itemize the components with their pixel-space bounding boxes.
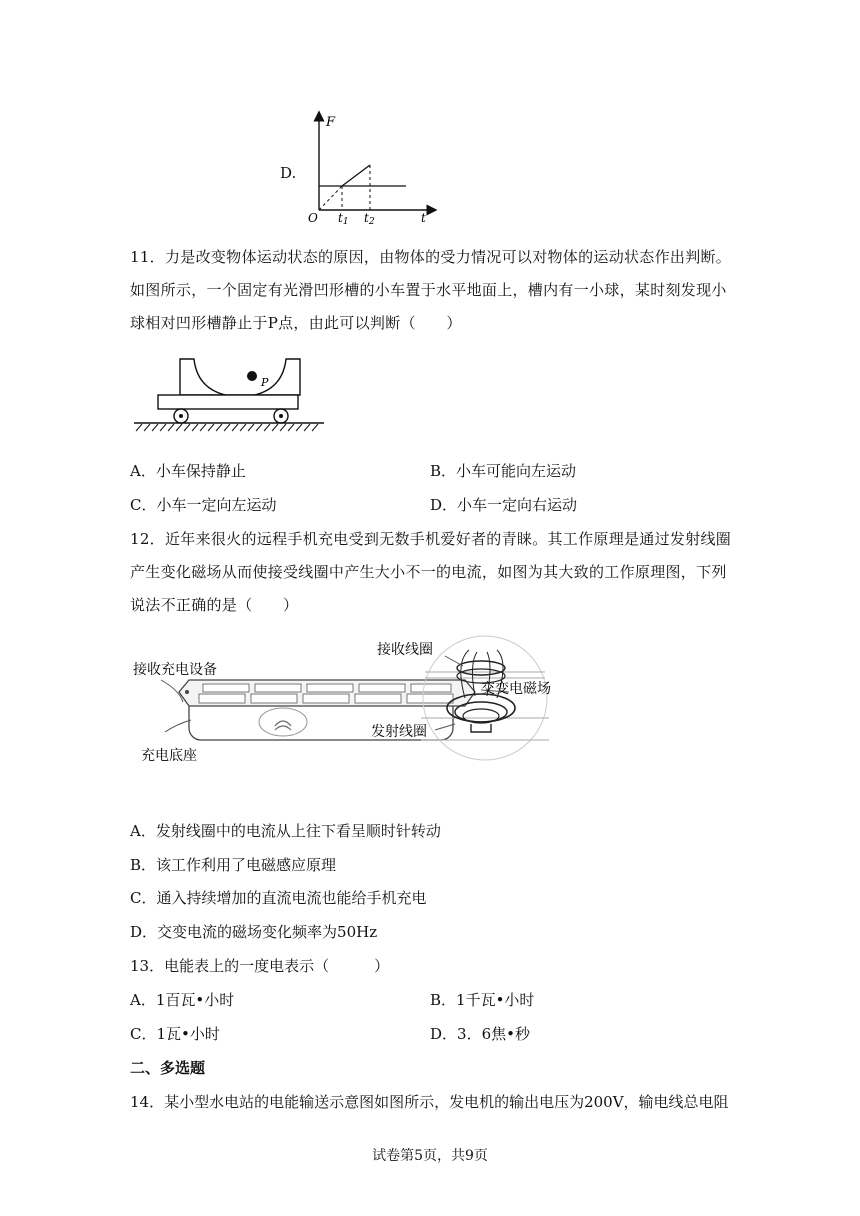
origin-label: O — [308, 211, 318, 225]
receive-coil — [457, 661, 505, 675]
ball — [247, 371, 257, 381]
wireless-charging-figure — [125, 632, 735, 782]
section-heading: 二、多选题 — [130, 1059, 206, 1077]
question-13-text: 13．电能表上的一度电表示（ ） — [130, 957, 390, 975]
q12-option-b: B．该工作利用了电磁感应原理 — [130, 856, 337, 874]
x-axis-label: t — [421, 211, 426, 225]
groove-block — [180, 359, 300, 397]
question-14-text: 14．某小型水电站的电能输送示意图如图所示，发电机的输出电压为200V，输电线总电阻 — [130, 1093, 729, 1111]
cart-body — [158, 395, 298, 409]
page-footer: 试卷第5页，共9页 — [372, 1148, 488, 1164]
q13-option-d: D．3．6焦•秒 — [430, 1025, 530, 1043]
q11-option-c: C．小车一定向左运动 — [130, 496, 277, 514]
q11-option-a: A．小车保持静止 — [130, 462, 246, 480]
base-pointer — [165, 720, 191, 732]
q11-option-b: B．小车可能向左运动 — [430, 462, 577, 480]
cart-groove-figure — [130, 355, 330, 437]
t1-label: t1 — [338, 211, 349, 227]
q13-option-a: A．1百瓦•小时 — [130, 991, 235, 1009]
dashed-ramp — [319, 186, 342, 210]
q13-option-b: B．1千瓦•小时 — [430, 991, 535, 1009]
y-axis-label: F — [326, 115, 336, 130]
force-time-graph — [300, 110, 445, 230]
q13-option-c: C．1瓦•小时 — [130, 1025, 220, 1043]
transmit-coil-label: 发射线圈 — [371, 724, 427, 740]
rising-force-line — [342, 165, 370, 186]
option-d-label: D. — [280, 164, 297, 182]
point-p-label: P — [261, 376, 269, 389]
receive-coil-label: 接收线圈 — [377, 642, 433, 658]
question-12-text: 12．近年来很火的远程手机充电受到无数手机爱好者的青睐。其工作原理是通过发射线圈产生变化磁场从而使接受线圈中产生大小不一的电流，如图为其大致的工作原理图，下列说法不正确的是（ ） — [130, 530, 732, 614]
receiver-device-label: 接收充电设备 — [133, 662, 217, 678]
q12-option-c: C．通入持续增加的直流电流也能给手机充电 — [130, 889, 427, 907]
q12-option-d: D．交变电流的磁场变化频率为50Hz — [130, 923, 378, 941]
ac-field-label: 交变电磁场 — [481, 681, 551, 697]
charging-base-label: 充电底座 — [141, 748, 197, 764]
question-11-text: 11．力是改变物体运动状态的原因，由物体的受力情况可以对物体的运动状态作出判断。如图所示，一个固定有光滑凹形槽的小车置于水平地面上，槽内有一小球，某时刻发现小球相对凹形槽静止于P点，由此可以判断（ ） — [130, 248, 732, 332]
q11-option-d: D．小车一定向右运动 — [430, 496, 578, 514]
q12-option-a: A．发射线圈中的电流从上往下看呈顺时针转动 — [130, 822, 441, 840]
t2-label: t2 — [364, 211, 375, 227]
